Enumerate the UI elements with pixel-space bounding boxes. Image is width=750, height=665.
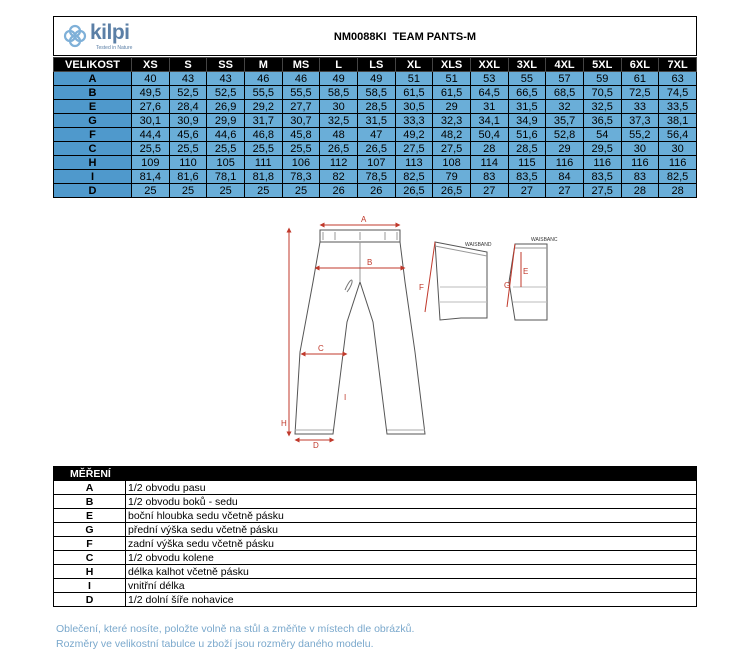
size-header-ms: MS bbox=[282, 58, 320, 72]
size-header-3xl: 3XL bbox=[508, 58, 546, 72]
size-cell: 46,8 bbox=[244, 128, 282, 142]
size-cell: 83 bbox=[470, 170, 508, 184]
size-header-4xl: 4XL bbox=[546, 58, 584, 72]
diagram-letter-i: I bbox=[344, 393, 347, 402]
size-cell: 34,9 bbox=[508, 114, 546, 128]
size-cell: 33,5 bbox=[659, 100, 697, 114]
size-cell: 49 bbox=[357, 72, 395, 86]
table-row bbox=[54, 100, 697, 114]
size-cell: 61,5 bbox=[433, 86, 471, 100]
size-cell: 43 bbox=[207, 72, 245, 86]
size-cell: 68,5 bbox=[546, 86, 584, 100]
note-line-2: Rozměry ve velikostní tabulce u zboží jsou rozměry daného modelu. bbox=[56, 638, 374, 650]
size-cell: 51,6 bbox=[508, 128, 546, 142]
size-cell: 27,5 bbox=[433, 142, 471, 156]
pants-measurement-diagram bbox=[275, 212, 575, 452]
size-cell: 28,4 bbox=[169, 100, 207, 114]
size-cell: 29,9 bbox=[207, 114, 245, 128]
size-header-l: L bbox=[320, 58, 358, 72]
measurement-description: 1/2 obvodu kolene bbox=[126, 551, 697, 565]
size-cell: 48,2 bbox=[433, 128, 471, 142]
table-row bbox=[54, 86, 697, 100]
size-cell: 28 bbox=[621, 184, 659, 198]
size-cell: 113 bbox=[395, 156, 433, 170]
diagram-letter-g: G bbox=[504, 281, 511, 290]
size-cell: 55,5 bbox=[244, 86, 282, 100]
size-cell: 25,5 bbox=[132, 142, 170, 156]
size-cell: 79 bbox=[433, 170, 471, 184]
table-row bbox=[54, 170, 697, 184]
measurement-row bbox=[54, 523, 697, 537]
size-cell: 29,5 bbox=[583, 142, 621, 156]
size-cell: 84 bbox=[546, 170, 584, 184]
size-cell: 52,8 bbox=[546, 128, 584, 142]
size-cell: 37,3 bbox=[621, 114, 659, 128]
row-label-i: I bbox=[54, 170, 132, 184]
size-cell: 25 bbox=[132, 184, 170, 198]
diagram-letter-d: D bbox=[313, 441, 319, 450]
brand-name: kilpi bbox=[90, 21, 130, 44]
size-cell: 30,7 bbox=[282, 114, 320, 128]
size-cell: 82,5 bbox=[659, 170, 697, 184]
row-label-d: D bbox=[54, 184, 132, 198]
size-cell: 46 bbox=[282, 72, 320, 86]
size-cell: 110 bbox=[169, 156, 207, 170]
size-cell: 25,5 bbox=[169, 142, 207, 156]
size-cell: 81,8 bbox=[244, 170, 282, 184]
size-cell: 28,5 bbox=[508, 142, 546, 156]
size-cell: 111 bbox=[244, 156, 282, 170]
size-cell: 45,8 bbox=[282, 128, 320, 142]
row-label-b: B bbox=[54, 86, 132, 100]
table-row bbox=[54, 128, 697, 142]
document-title: NM0088KI TEAM PANTS-M bbox=[333, 31, 477, 43]
size-cell: 116 bbox=[659, 156, 697, 170]
size-cell: 53 bbox=[470, 72, 508, 86]
size-cell: 57 bbox=[546, 72, 584, 86]
size-cell: 48 bbox=[320, 128, 358, 142]
size-cell: 30 bbox=[659, 142, 697, 156]
size-cell: 72,5 bbox=[621, 86, 659, 100]
size-cell: 32,3 bbox=[433, 114, 471, 128]
size-cell: 58,5 bbox=[320, 86, 358, 100]
measurement-row bbox=[54, 579, 697, 593]
size-cell: 78,3 bbox=[282, 170, 320, 184]
size-cell: 61,5 bbox=[395, 86, 433, 100]
header-box bbox=[53, 16, 697, 56]
measurement-code: C bbox=[54, 551, 126, 565]
size-cell: 44,4 bbox=[132, 128, 170, 142]
size-header-xxl: XXL bbox=[470, 58, 508, 72]
measurement-description: délka kalhot včetně pásku bbox=[126, 565, 697, 579]
waistband-label-front: WAISBANC bbox=[531, 237, 558, 243]
size-corner-header: VELIKOST bbox=[54, 58, 132, 72]
size-cell: 46 bbox=[244, 72, 282, 86]
size-cell: 36,5 bbox=[583, 114, 621, 128]
measurement-description: 1/2 obvodu boků - sedu bbox=[126, 495, 697, 509]
size-cell: 27 bbox=[546, 184, 584, 198]
size-cell: 49,5 bbox=[132, 86, 170, 100]
size-cell: 49,2 bbox=[395, 128, 433, 142]
size-cell: 30 bbox=[621, 142, 659, 156]
size-header-m: M bbox=[244, 58, 282, 72]
size-cell: 27,7 bbox=[282, 100, 320, 114]
measurement-title: MĚŘENÍ bbox=[54, 467, 697, 481]
waistband-label-back: WAISBAND bbox=[465, 242, 492, 248]
size-cell: 40 bbox=[132, 72, 170, 86]
size-cell: 29 bbox=[433, 100, 471, 114]
table-row bbox=[54, 156, 697, 170]
pants-front-drawing bbox=[295, 230, 425, 434]
size-cell: 27 bbox=[470, 184, 508, 198]
size-cell: 27,5 bbox=[583, 184, 621, 198]
size-cell: 43 bbox=[169, 72, 207, 86]
size-cell: 54 bbox=[583, 128, 621, 142]
size-cell: 59 bbox=[583, 72, 621, 86]
size-cell: 52,5 bbox=[207, 86, 245, 100]
size-cell: 50,4 bbox=[470, 128, 508, 142]
size-cell: 55,5 bbox=[282, 86, 320, 100]
size-cell: 34,1 bbox=[470, 114, 508, 128]
size-header-ls: LS bbox=[357, 58, 395, 72]
size-cell: 45,6 bbox=[169, 128, 207, 142]
size-header-7xl: 7XL bbox=[659, 58, 697, 72]
size-header-xl: XL bbox=[395, 58, 433, 72]
measurement-row bbox=[54, 565, 697, 579]
size-header-s: S bbox=[169, 58, 207, 72]
size-cell: 26 bbox=[320, 184, 358, 198]
size-cell: 31,5 bbox=[508, 100, 546, 114]
measurement-description: boční hloubka sedu včetně pásku bbox=[126, 509, 697, 523]
size-cell: 109 bbox=[132, 156, 170, 170]
measurement-row bbox=[54, 593, 697, 607]
size-cell: 25,5 bbox=[282, 142, 320, 156]
measurement-description: přední výška sedu včetně pásku bbox=[126, 523, 697, 537]
diagram-letter-h: H bbox=[281, 419, 287, 428]
table-row bbox=[54, 72, 697, 86]
size-cell: 51 bbox=[433, 72, 471, 86]
size-cell: 61 bbox=[621, 72, 659, 86]
measurement-description: 1/2 obvodu pasu bbox=[126, 481, 697, 495]
size-cell: 28 bbox=[470, 142, 508, 156]
size-cell: 32,5 bbox=[583, 100, 621, 114]
size-cell: 116 bbox=[583, 156, 621, 170]
size-cell: 70,5 bbox=[583, 86, 621, 100]
size-cell: 25,5 bbox=[207, 142, 245, 156]
size-cell: 25 bbox=[169, 184, 207, 198]
size-header-xls: XLS bbox=[433, 58, 471, 72]
size-cell: 25 bbox=[244, 184, 282, 198]
measurement-row bbox=[54, 495, 697, 509]
row-label-c: C bbox=[54, 142, 132, 156]
row-label-g: G bbox=[54, 114, 132, 128]
size-cell: 30,1 bbox=[132, 114, 170, 128]
measurement-row bbox=[54, 537, 697, 551]
size-cell: 83 bbox=[621, 170, 659, 184]
size-cell: 78,1 bbox=[207, 170, 245, 184]
size-cell: 26,5 bbox=[357, 142, 395, 156]
measurement-row bbox=[54, 509, 697, 523]
size-cell: 55 bbox=[508, 72, 546, 86]
size-cell: 115 bbox=[508, 156, 546, 170]
size-cell: 116 bbox=[621, 156, 659, 170]
size-cell: 49 bbox=[320, 72, 358, 86]
size-cell: 30,9 bbox=[169, 114, 207, 128]
size-cell: 64,5 bbox=[470, 86, 508, 100]
measurement-description: zadní výška sedu včetně pásku bbox=[126, 537, 697, 551]
size-cell: 29,2 bbox=[244, 100, 282, 114]
size-cell: 28 bbox=[659, 184, 697, 198]
measurement-code: H bbox=[54, 565, 126, 579]
size-table bbox=[53, 57, 697, 198]
measurement-code: D bbox=[54, 593, 126, 607]
size-cell: 31 bbox=[470, 100, 508, 114]
size-cell: 38,1 bbox=[659, 114, 697, 128]
size-cell: 66,5 bbox=[508, 86, 546, 100]
size-cell: 30 bbox=[320, 100, 358, 114]
size-cell: 81,4 bbox=[132, 170, 170, 184]
size-cell: 52,5 bbox=[169, 86, 207, 100]
size-cell: 33,3 bbox=[395, 114, 433, 128]
size-cell: 32 bbox=[546, 100, 584, 114]
size-cell: 25 bbox=[207, 184, 245, 198]
size-header-6xl: 6XL bbox=[621, 58, 659, 72]
size-cell: 44,6 bbox=[207, 128, 245, 142]
size-cell: 107 bbox=[357, 156, 395, 170]
measurement-description: 1/2 dolní šíře nohavice bbox=[126, 593, 697, 607]
size-cell: 27 bbox=[508, 184, 546, 198]
size-cell: 26 bbox=[357, 184, 395, 198]
measurement-code: I bbox=[54, 579, 126, 593]
size-header-ss: SS bbox=[207, 58, 245, 72]
size-cell: 58,5 bbox=[357, 86, 395, 100]
size-cell: 116 bbox=[546, 156, 584, 170]
size-header-5xl: 5XL bbox=[583, 58, 621, 72]
size-cell: 26,5 bbox=[433, 184, 471, 198]
size-cell: 114 bbox=[470, 156, 508, 170]
measurement-code: E bbox=[54, 509, 126, 523]
size-cell: 26,9 bbox=[207, 100, 245, 114]
size-cell: 33 bbox=[621, 100, 659, 114]
size-cell: 31,7 bbox=[244, 114, 282, 128]
measurement-description: vnitřní délka bbox=[126, 579, 697, 593]
diagram-letter-e: E bbox=[523, 267, 529, 276]
measurement-code: F bbox=[54, 537, 126, 551]
pants-side-view-back bbox=[425, 242, 487, 320]
size-cell: 74,5 bbox=[659, 86, 697, 100]
size-cell: 28,5 bbox=[357, 100, 395, 114]
size-header-xs: XS bbox=[132, 58, 170, 72]
size-cell: 35,7 bbox=[546, 114, 584, 128]
size-cell: 47 bbox=[357, 128, 395, 142]
size-cell: 26,5 bbox=[395, 184, 433, 198]
size-cell: 51 bbox=[395, 72, 433, 86]
size-cell: 56,4 bbox=[659, 128, 697, 142]
diagram-letter-f: F bbox=[419, 283, 424, 292]
measurement-table bbox=[53, 466, 697, 607]
size-cell: 81,6 bbox=[169, 170, 207, 184]
measurement-code: A bbox=[54, 481, 126, 495]
size-cell: 27,6 bbox=[132, 100, 170, 114]
diagram-letter-c: C bbox=[318, 344, 324, 353]
size-cell: 78,5 bbox=[357, 170, 395, 184]
size-cell: 83,5 bbox=[583, 170, 621, 184]
size-cell: 63 bbox=[659, 72, 697, 86]
size-cell: 27,5 bbox=[395, 142, 433, 156]
size-cell: 25 bbox=[282, 184, 320, 198]
size-cell: 83,5 bbox=[508, 170, 546, 184]
size-cell: 105 bbox=[207, 156, 245, 170]
brand-tagline: Tested in Nature bbox=[96, 45, 133, 51]
size-cell: 30,5 bbox=[395, 100, 433, 114]
row-label-h: H bbox=[54, 156, 132, 170]
size-cell: 82 bbox=[320, 170, 358, 184]
size-cell: 108 bbox=[433, 156, 471, 170]
size-cell: 25,5 bbox=[244, 142, 282, 156]
measurement-code: G bbox=[54, 523, 126, 537]
pants-side-view-front bbox=[507, 244, 547, 320]
row-label-f: F bbox=[54, 128, 132, 142]
diagram-letter-b: B bbox=[367, 258, 373, 267]
table-row bbox=[54, 114, 697, 128]
size-cell: 82,5 bbox=[395, 170, 433, 184]
size-cell: 29 bbox=[546, 142, 584, 156]
table-row bbox=[54, 184, 697, 198]
measurement-code: B bbox=[54, 495, 126, 509]
size-cell: 32,5 bbox=[320, 114, 358, 128]
measurement-row bbox=[54, 551, 697, 565]
size-cell: 31,5 bbox=[357, 114, 395, 128]
diagram-letter-a: A bbox=[361, 215, 367, 224]
table-row bbox=[54, 142, 697, 156]
size-cell: 55,2 bbox=[621, 128, 659, 142]
size-cell: 106 bbox=[282, 156, 320, 170]
measurement-row bbox=[54, 481, 697, 495]
row-label-e: E bbox=[54, 100, 132, 114]
row-label-a: A bbox=[54, 72, 132, 86]
note-line-1: Oblečení, které nosíte, položte volně na stůl a změňte v místech dle obrázků. bbox=[56, 623, 415, 635]
size-cell: 112 bbox=[320, 156, 358, 170]
size-cell: 26,5 bbox=[320, 142, 358, 156]
